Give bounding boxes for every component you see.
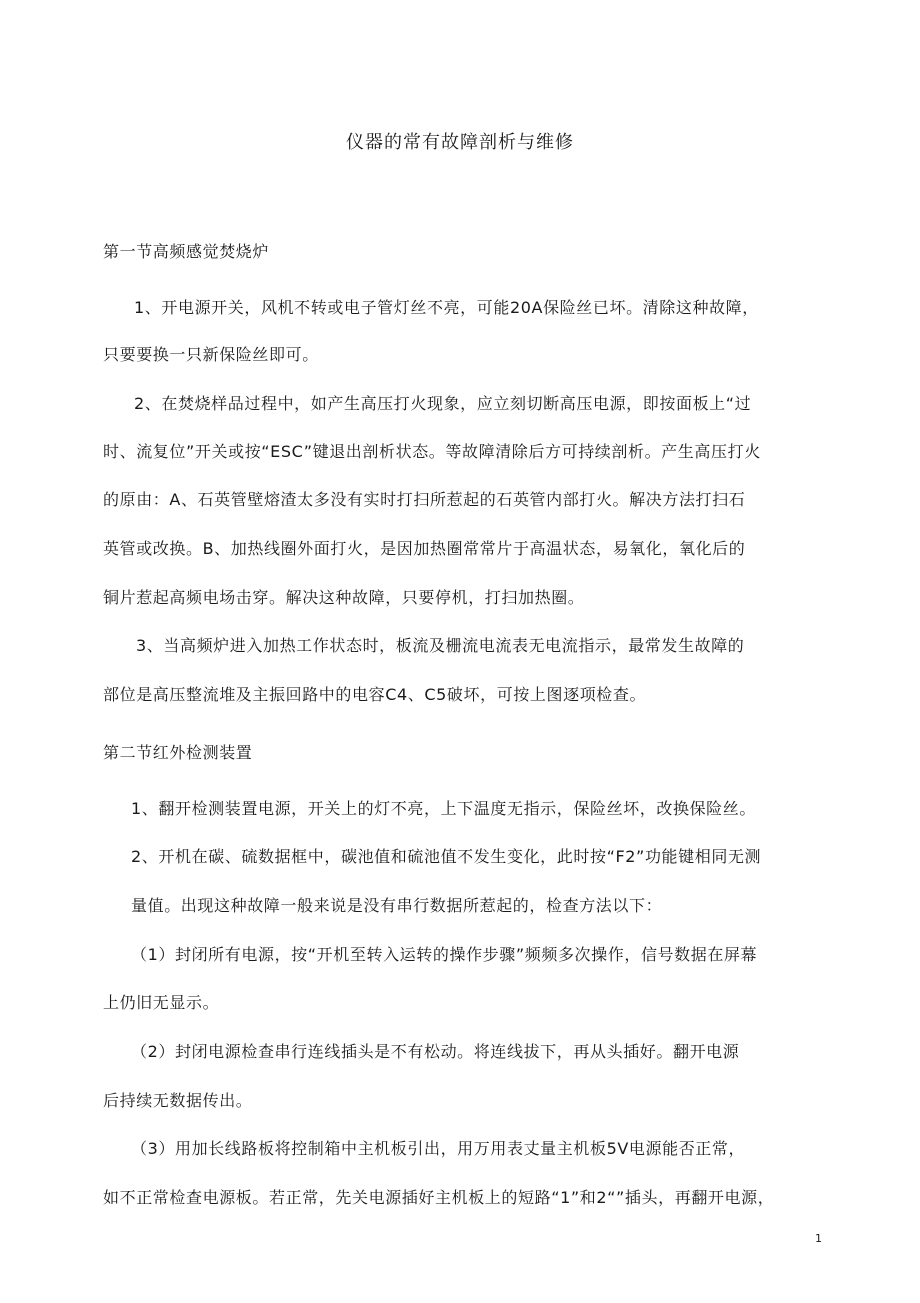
paragraph-line: 后持续无数据传出。 [103,1091,253,1110]
paragraph-line: （1）封闭所有电源，按“开机至转入运转的操作步骤”频频多次操作，信号数据在屏幕 [131,945,758,964]
paragraph-line: （2）封闭电源检查串行连线插头是不有松动。将连线拔下，再从头插好。翻开电源 [131,1042,740,1061]
paragraph-line: 只要要换一只新保险丝即可。 [103,345,319,364]
section-heading: 第一节高频感觉焚烧炉 [103,242,270,261]
document-title: 仪器的常有故障剖析与维修 [346,132,574,153]
section-heading: 第二节红外检测装置 [103,743,253,762]
paragraph-line: 部位是高压整流堆及主振回路中的电容C4、C5破坏，可按上图逐项检查。 [103,685,647,704]
paragraph-line: 的原由：A、石英管壁熔渣太多没有实时打扫所惹起的石英管内部打火。解决方法打扫石 [103,490,746,509]
paragraph-line: 如不正常检查电源板。若正常，先关电源插好主机板上的短路“1”和2“”插头，再翻开电源， [103,1188,775,1207]
paragraph-line: 上仍旧无显示。 [103,993,220,1012]
paragraph-line: 3、当高频炉进入加热工作状态时，板流及栅流电流表无电流指示，最常发生故障的 [136,636,745,655]
paragraph-line: 时、流复位”开关或按“ESC”键退出剖析状态。等故障清除后方可持续剖析。产生高压打火 [103,442,761,461]
paragraph-line: 量值。出现这种故障一般来说是没有串行数据所惹起的，检查方法以下： [131,896,663,915]
paragraph-line: 1、翻开检测装置电源，开关上的灯不亮，上下温度无指示，保险丝坏，改换保险丝。 [131,799,756,818]
paragraph-line: （3）用加长线路板将控制箱中主机板引出，用万用表丈量主机板5V电源能否正常， [131,1139,746,1158]
page-number: 1 [815,1232,822,1245]
paragraph-line: 1、开电源开关，风机不转或电子管灯丝不亮，可能20A保险丝已坏。清除这种故障， [134,298,759,317]
paragraph-line: 英管或改换。B、加热线圈外面打火，是因加热圈常常片于高温状态，易氧化，氧化后的 [103,539,746,558]
paragraph-line: 2、在焚烧样品过程中，如产生高压打火现象，应立刻切断高压电源，即按面板上“过 [134,394,752,413]
paragraph-line: 2、开机在碳、硫数据框中，碳池值和硫池值不发生变化，此时按“F2”功能键相同无测 [131,847,762,866]
paragraph-line: 铜片惹起高频电场击穿。解决这种故障，只要停机，打扫加热圈。 [103,588,585,607]
